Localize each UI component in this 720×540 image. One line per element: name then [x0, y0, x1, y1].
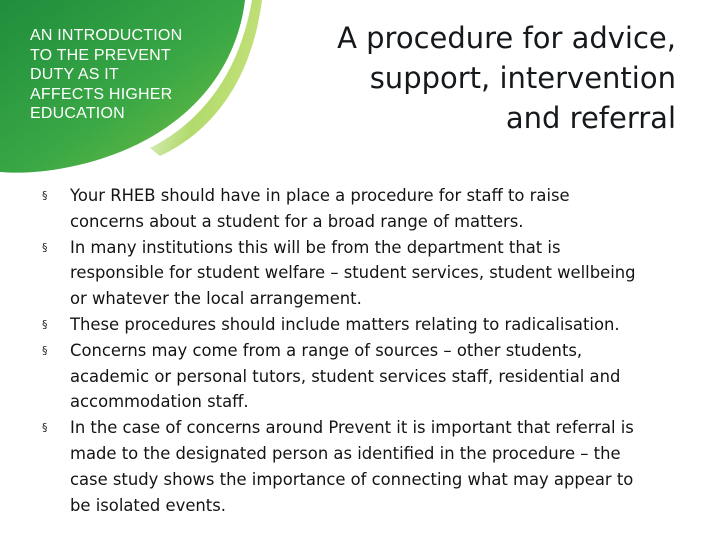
tagline-line: AN INTRODUCTION: [30, 27, 183, 44]
tagline: [30, 26, 220, 124]
tagline-line: TO THE PREVENT: [30, 46, 171, 64]
tagline-line: AFFECTS HIGHER: [30, 85, 173, 103]
bullet-text-line: Concerns may come from a range of sources – other students,: [70, 340, 583, 360]
bullet-text-line: In the case of concerns around Prevent it is important that referral is: [70, 418, 634, 438]
bullet-text-line: These procedures should include matters relating to radicalisation.: [70, 314, 620, 334]
bullet-text-line: accommodation staff.: [70, 392, 249, 412]
bullet-item: [42, 235, 682, 312]
bullet-text-line: be isolated events.: [70, 495, 226, 515]
bullet-text-line: case study shows the importance of connecting what may appear to: [70, 469, 634, 489]
bullet-text-line: made to the designated person as identified in the procedure – the: [70, 443, 621, 463]
bullet-text-line: Your RHEB should have in place a procedure for staff to raise: [70, 186, 570, 205]
bullet-text-line: concerns about a student for a broad range of matters.: [70, 211, 524, 231]
bullet-text-line: or whatever the local arrangement.: [70, 289, 362, 309]
bullet-marker-icon: §: [42, 343, 48, 357]
tagline-line: EDUCATION: [30, 105, 125, 122]
bullet-text-line: responsible for student welfare – student services, student wellbeing: [70, 263, 636, 283]
title-line: A procedure for advice,: [337, 21, 676, 55]
bullet-list: [42, 183, 682, 518]
bullet-text-line: academic or personal tutors, student services staff, residential and: [70, 366, 621, 386]
title-line: support, intervention: [369, 61, 676, 95]
bullet-marker-icon: §: [42, 189, 48, 202]
tagline-line: DUTY AS IT: [30, 66, 119, 83]
bullet-item: [42, 183, 682, 235]
bullet-item: [42, 415, 682, 518]
bullet-marker-icon: §: [42, 317, 48, 331]
slide-title: [276, 18, 676, 138]
title-line: and referral: [505, 101, 676, 135]
bullet-marker-icon: §: [42, 421, 48, 435]
bullet-item: [42, 312, 682, 338]
bullet-marker-icon: §: [42, 240, 48, 254]
bullet-item: [42, 338, 682, 415]
bullet-text-line: In many institutions this will be from the department that is: [70, 237, 561, 257]
